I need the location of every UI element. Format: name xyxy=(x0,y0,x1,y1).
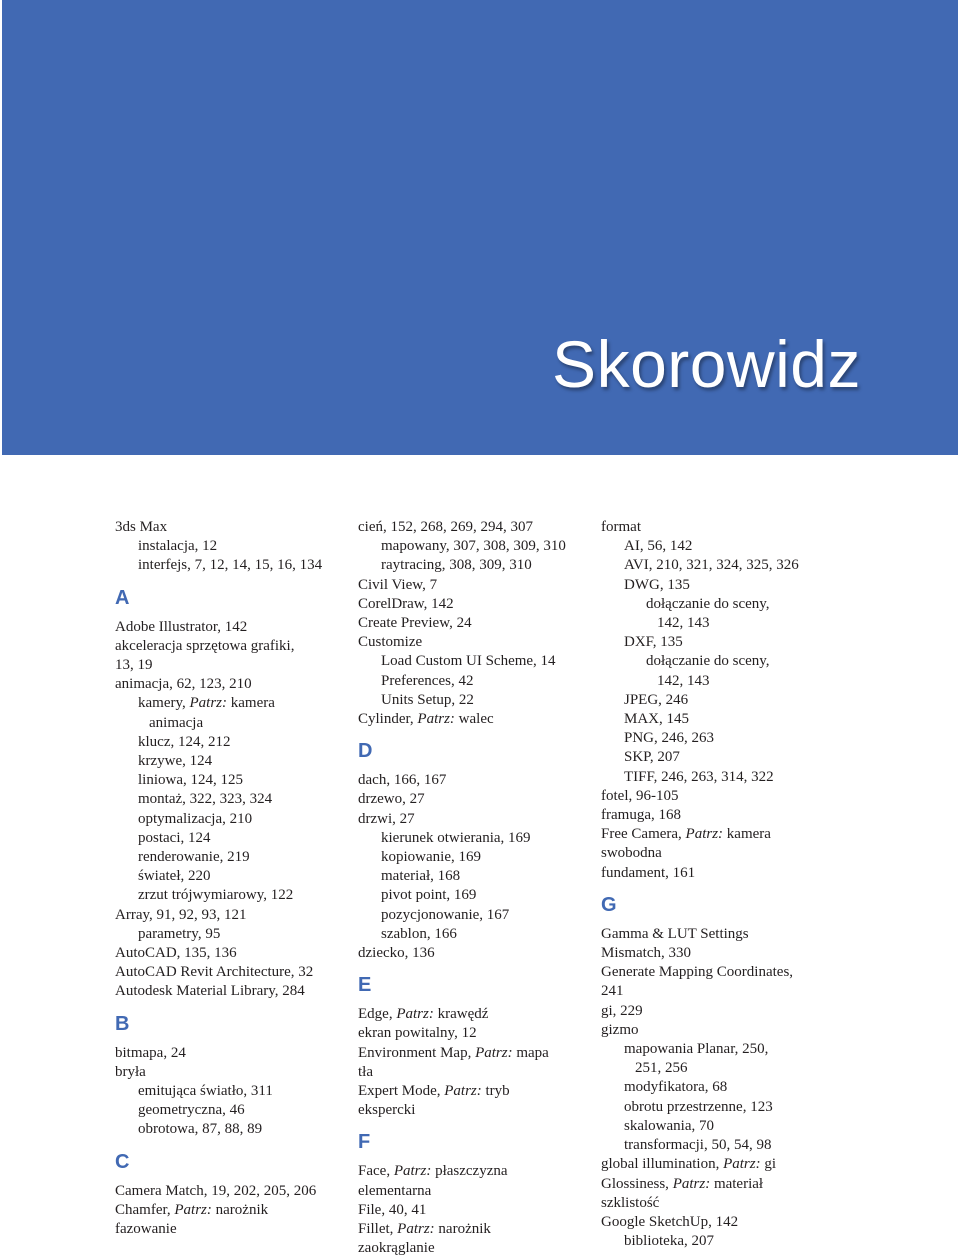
entry-text: swobodna xyxy=(601,845,662,862)
index-subentry: pozycjonowanie, 167 xyxy=(381,906,510,923)
index-entry-continuation xyxy=(115,1220,345,1239)
index-column-1 xyxy=(115,518,345,1239)
index-subentry: kopiowanie, 169 xyxy=(381,849,481,866)
index-entry: fotel, 96-105 xyxy=(601,787,679,804)
page-title: Skorowidz xyxy=(552,327,861,401)
entry-text: Expert Mode, xyxy=(358,1083,445,1100)
entry-text: 13, 19 xyxy=(115,657,153,674)
letter-heading-c: C xyxy=(115,1150,130,1173)
index-subentry: szablon, 166 xyxy=(381,925,457,942)
entry-text: szklistość xyxy=(601,1194,660,1211)
entry-text: Cylinder, xyxy=(358,711,418,728)
letter-heading-g: G xyxy=(601,893,617,916)
index-subentry: modyfikatora, 68 xyxy=(624,1079,728,1096)
index-subentry: transformacji, 50, 54, 98 xyxy=(624,1137,772,1154)
index-entry-continuation xyxy=(601,614,833,633)
index-entry: ekran powitalny, 12 xyxy=(358,1025,477,1042)
index-subentry: obrotowa, 87, 88, 89 xyxy=(138,1121,263,1138)
index-entry-continuation xyxy=(601,672,833,691)
index-subentry: biblioteka, 207 xyxy=(624,1233,714,1250)
entry-target: narożnik xyxy=(211,1201,269,1218)
index-subsubentry: dołączanie do sceny, xyxy=(646,595,770,612)
index-entry: bitmapa, 24 xyxy=(115,1044,186,1061)
index-subentry: geometryczna, 46 xyxy=(138,1102,245,1119)
index-entry: 3ds Max xyxy=(115,519,168,535)
index-entry-continuation xyxy=(601,1059,833,1078)
index-subentry: pivot point, 169 xyxy=(381,887,477,904)
entry-target: gi xyxy=(760,1156,776,1173)
index-entry: cień, 152, 268, 269, 294, 307 xyxy=(358,519,533,535)
index-entry-continuation xyxy=(358,1063,590,1082)
index-subentry: parametry, 95 xyxy=(138,925,221,942)
index-entry-continuation xyxy=(601,944,833,963)
index-entry: dach, 166, 167 xyxy=(358,772,447,789)
entry-text: Free Camera, xyxy=(601,826,686,843)
entry-text: 251, 256 xyxy=(635,1060,688,1077)
entry-text: 142, 143 xyxy=(657,672,710,689)
index-subentry: kierunek otwierania, 169 xyxy=(381,829,531,846)
index-subentry: TIFF, 246, 263, 314, 322 xyxy=(624,768,774,785)
entry-text: fazowanie xyxy=(115,1221,177,1238)
index-entry: Autodesk Material Library, 284 xyxy=(115,983,305,1000)
index-subentry: DXF, 135 xyxy=(624,634,683,651)
index-entry xyxy=(601,1175,833,1194)
entry-target: płaszczyzna xyxy=(431,1163,508,1180)
see-reference: Patrz: xyxy=(393,1163,432,1180)
entry-text: zaokrąglanie xyxy=(358,1240,435,1257)
index-subentry: postaci, 124 xyxy=(138,829,211,846)
index-entry-continuation xyxy=(115,714,345,733)
index-entry: Array, 91, 92, 93, 121 xyxy=(115,906,247,923)
index-entry: AutoCAD, 135, 136 xyxy=(115,945,237,962)
index-subentry xyxy=(115,694,345,713)
index-subentry: raytracing, 308, 309, 310 xyxy=(381,557,532,574)
index-entry: dziecko, 136 xyxy=(358,945,435,962)
index-entry-continuation xyxy=(358,1239,590,1258)
entry-target: mapa xyxy=(512,1044,549,1061)
index-entry-continuation xyxy=(358,1182,590,1201)
index-entry-continuation xyxy=(601,982,833,1001)
see-reference: Patrz: xyxy=(672,1175,711,1192)
index-entry xyxy=(601,825,833,844)
index-entry-continuation xyxy=(358,1101,590,1120)
index-subentry: montaż, 322, 323, 324 xyxy=(138,791,273,808)
index-subentry: krzywe, 124 xyxy=(138,753,213,770)
index-subentry: Load Custom UI Scheme, 14 xyxy=(381,653,556,670)
index-subentry: interfejs, 7, 12, 14, 15, 16, 134 xyxy=(138,557,323,574)
index-entry xyxy=(358,1005,590,1024)
entry-text: kamery, xyxy=(138,695,190,712)
index-subentry: zrzut trójwymiarowy, 122 xyxy=(138,887,294,904)
index-entry-continuation xyxy=(601,1194,833,1213)
index-entry xyxy=(358,1220,590,1239)
index-subentry: liniowa, 124, 125 xyxy=(138,772,243,789)
see-reference: Patrz: xyxy=(417,711,455,728)
index-entry: File, 40, 41 xyxy=(358,1201,427,1218)
see-reference: Patrz: xyxy=(685,826,724,843)
entry-text: tła xyxy=(358,1063,373,1080)
entry-target: krawędź xyxy=(433,1006,489,1023)
index-subentry: SKP, 207 xyxy=(624,749,680,766)
index-subentry: skalowania, 70 xyxy=(624,1117,714,1134)
entry-target: walec xyxy=(454,711,494,728)
index-entry: Google SketchUp, 142 xyxy=(601,1213,739,1230)
index-entry xyxy=(115,1201,345,1220)
index-entry: drzewo, 27 xyxy=(358,791,425,808)
index-subentry: mapowany, 307, 308, 309, 310 xyxy=(381,538,566,555)
index-subentry: świateł, 220 xyxy=(138,868,211,885)
index-subentry: JPEG, 246 xyxy=(624,691,689,708)
entry-text: Face, xyxy=(358,1163,394,1180)
title-banner xyxy=(2,0,958,455)
index-subentry: optymalizacja, 210 xyxy=(138,810,253,827)
index-entry: CorelDraw, 142 xyxy=(358,595,454,612)
index-entry: akceleracja sprzętowa grafiki, xyxy=(115,637,295,654)
index-entry: bryła xyxy=(115,1063,146,1080)
entry-text: Mismatch, 330 xyxy=(601,945,691,962)
index-entry: Create Preview, 24 xyxy=(358,615,472,632)
entry-text: 142, 143 xyxy=(657,615,710,632)
index-subentry: DWG, 135 xyxy=(624,576,690,593)
letter-heading-a: A xyxy=(115,586,130,609)
entry-text: global illumination, xyxy=(601,1156,724,1173)
index-entry xyxy=(601,1155,833,1174)
index-entry: framuga, 168 xyxy=(601,807,681,824)
index-column-3 xyxy=(601,518,833,1251)
index-entry: Gamma & LUT Settings xyxy=(601,925,749,942)
index-entry-continuation xyxy=(115,656,345,675)
see-reference: Patrz: xyxy=(444,1083,482,1100)
index-entry: gi, 229 xyxy=(601,1002,643,1019)
entry-text: Fillet, xyxy=(358,1221,398,1238)
index-entry: fundament, 161 xyxy=(601,864,696,881)
see-reference: Patrz: xyxy=(723,1156,761,1173)
index-subentry: instalacja, 12 xyxy=(138,538,218,555)
entry-target: kamera xyxy=(723,826,771,843)
letter-heading-b: B xyxy=(115,1012,130,1035)
index-subentry: Preferences, 42 xyxy=(381,672,474,689)
index-subentry: PNG, 246, 263 xyxy=(624,730,715,747)
letter-heading-d: D xyxy=(358,740,373,763)
index-entry xyxy=(358,1082,590,1101)
index-entry: Adobe Illustrator, 142 xyxy=(115,618,248,635)
index-subsubentry: dołączanie do sceny, xyxy=(646,653,770,670)
see-reference: Patrz: xyxy=(174,1201,212,1218)
index-entry: AutoCAD Revit Architecture, 32 xyxy=(115,964,314,981)
index-entry xyxy=(358,710,590,729)
index-subentry: klucz, 124, 212 xyxy=(138,733,231,750)
entry-text: elementarna xyxy=(358,1182,432,1199)
entry-text: animacja xyxy=(149,714,204,731)
index-entry: Camera Match, 19, 202, 205, 206 xyxy=(115,1182,317,1199)
entry-target: materiał xyxy=(710,1175,764,1192)
index-subentry: AI, 56, 142 xyxy=(624,538,693,555)
see-reference: Patrz: xyxy=(475,1044,513,1061)
index-entry xyxy=(358,1044,590,1063)
see-reference: Patrz: xyxy=(396,1006,434,1023)
see-reference: Patrz: xyxy=(397,1221,435,1238)
entry-text: 241 xyxy=(601,983,624,1000)
entry-text: Glossiness, xyxy=(601,1175,673,1192)
entry-text: Environment Map, xyxy=(358,1044,476,1061)
index-subentry: obrotu przestrzenne, 123 xyxy=(624,1098,773,1115)
entry-text: Edge, xyxy=(358,1006,397,1023)
index-entry: animacja, 62, 123, 210 xyxy=(115,676,252,693)
letter-heading-e: E xyxy=(358,974,372,997)
index-entry: Customize xyxy=(358,634,423,651)
entry-target: kamera xyxy=(227,695,275,712)
index-subentry: MAX, 145 xyxy=(624,711,690,728)
entry-text: ekspercki xyxy=(358,1102,416,1119)
index-subentry: Units Setup, 22 xyxy=(381,691,474,708)
index-subentry: mapowania Planar, 250, xyxy=(624,1041,769,1058)
index-entry xyxy=(358,1162,590,1181)
index-subentry: materiał, 168 xyxy=(381,868,461,885)
index-subentry: AVI, 210, 321, 324, 325, 326 xyxy=(624,557,799,574)
see-reference: Patrz: xyxy=(189,695,228,712)
index-entry: format xyxy=(601,519,641,535)
entry-target: narożnik xyxy=(434,1221,491,1238)
index-entry: Generate Mapping Coordinates, xyxy=(601,964,794,981)
index-subentry: emitująca światło, 311 xyxy=(138,1083,273,1100)
index-entry: Civil View, 7 xyxy=(358,576,438,593)
index-entry: gizmo xyxy=(601,1021,639,1038)
letter-heading-f: F xyxy=(358,1131,371,1154)
index-entry-continuation xyxy=(601,844,833,863)
index-subentry: renderowanie, 219 xyxy=(138,849,250,866)
entry-target: tryb xyxy=(481,1083,510,1100)
index-entry: drzwi, 27 xyxy=(358,810,415,827)
index-column-2 xyxy=(358,518,590,1259)
entry-text: Chamfer, xyxy=(115,1201,175,1218)
